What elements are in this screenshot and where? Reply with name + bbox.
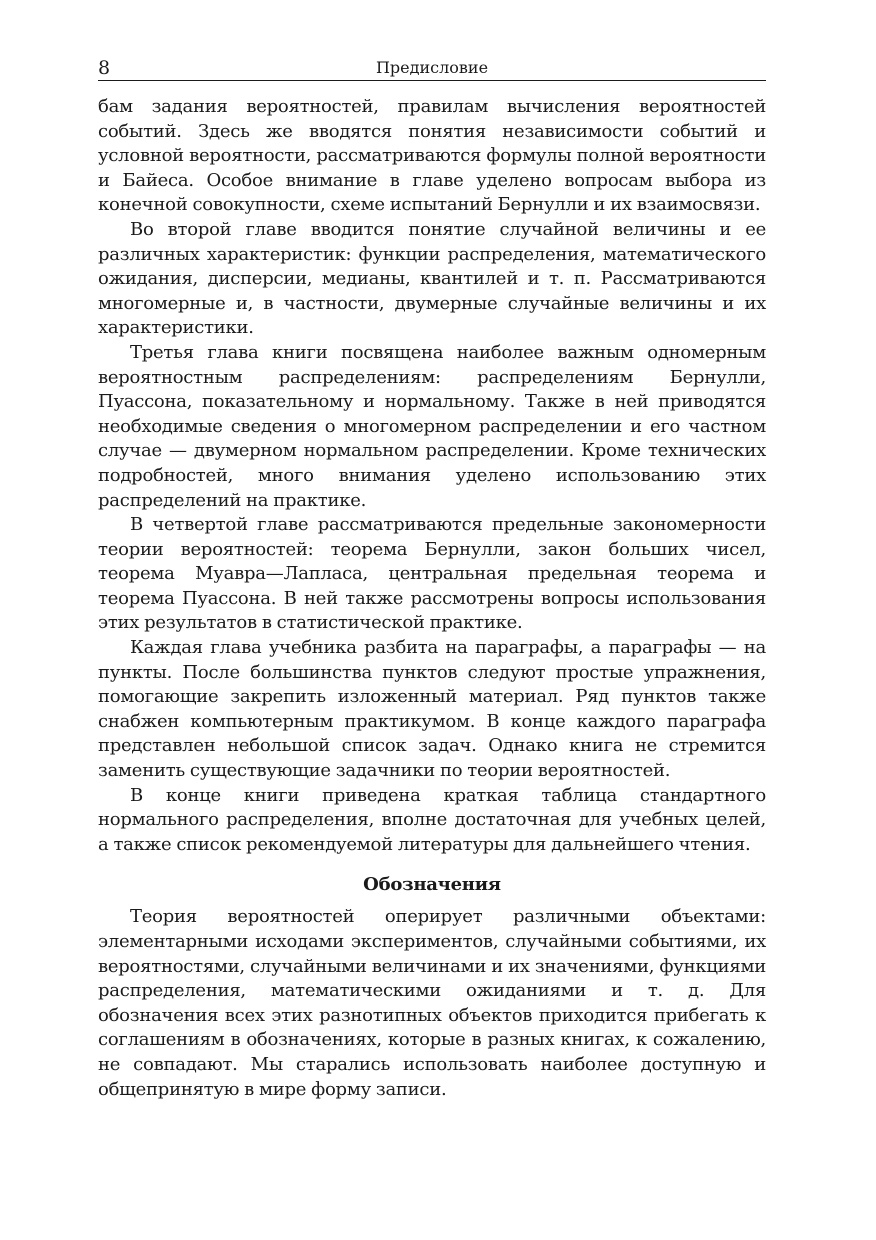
body-text [98, 95, 766, 1102]
paragraph-appendix: В конце книги приведена краткая таблица стандартного нормального распределения, вполне достаточная для учебных целей, а также список рекомендуемой литературы для дальнейшего чтения. [98, 784, 766, 855]
running-header [98, 52, 766, 81]
paragraph-continuation: бам задания вероятностей, правилам вычисления вероятностей событий. Здесь же вводятся понятия независимости событий и условной вероятности, рассматриваются формулы полной вероятности и Байеса. Особое внимание в главе уделено вопросам выбора из конечной совокупности, схеме испытаний Бернулли и их взаимосвязи. [98, 96, 766, 216]
running-title: Предисловие [375, 58, 489, 77]
section-heading: Обозначения [363, 874, 501, 896]
paragraph-chapter-four: В четвертой главе рассматриваются предельные закономерности теории вероятностей: теорема Бернулли, закон больших чисел, теорема Муавра—Лапласа, центральная предельная теорема и теорема Пуассона. В ней также рассмотрены вопросы использования этих результатов в статистической практике. [98, 514, 766, 634]
paragraph-notation: Теория вероятностей оперирует различными объектами: элементарными исходами экспериментов, случайными событиями, их вероятностями, случайными величинами и их значениями, функциями распределения, математическими ожиданиями и т. д. Для обозначения всех этих разнотипных объектов приходится прибегать к соглашениям в обозначениях, которые в разных книгах, к сожалению, не совпадают. Мы старались использовать наиболее доступную и общепринятую в мире форму записи. [98, 906, 766, 1100]
book-page [98, 52, 766, 1102]
paragraph-book-structure: Каждая глава учебника разбита на параграфы, а параграфы — на пункты. После большинства пунктов следуют простые упражнения, помогающие закрепить изложенный материал. Ряд пунктов также снабжен компьютерным практикумом. В конце каждого параграфа представлен небольшой список задач. Однако книга не стремится заменить существующие задачники по теории вероятностей. [98, 637, 766, 782]
paragraph-chapter-three: Третья глава книги посвящена наиболее важным одномерным вероятностным распределениям: распределениям Бернулли, Пуассона, показательному и нормальному. Также в ней приводятся необходимые сведения о многомерном распределении и его частном случае — двумерном нормальном распределении. Кроме технических подробностей, много внимания уделено использованию этих распределений на практике. [98, 341, 766, 511]
paragraph-chapter-two: Во второй главе вводится понятие случайной величины и ее различных характеристик: функции распределения, математического ожидания, дисперсии, медианы, квантилей и т. п. Рассматриваются многомерные и, в частности, двумерные случайные величины и их характеристики. [98, 218, 766, 339]
page-number: 8 [98, 57, 111, 79]
